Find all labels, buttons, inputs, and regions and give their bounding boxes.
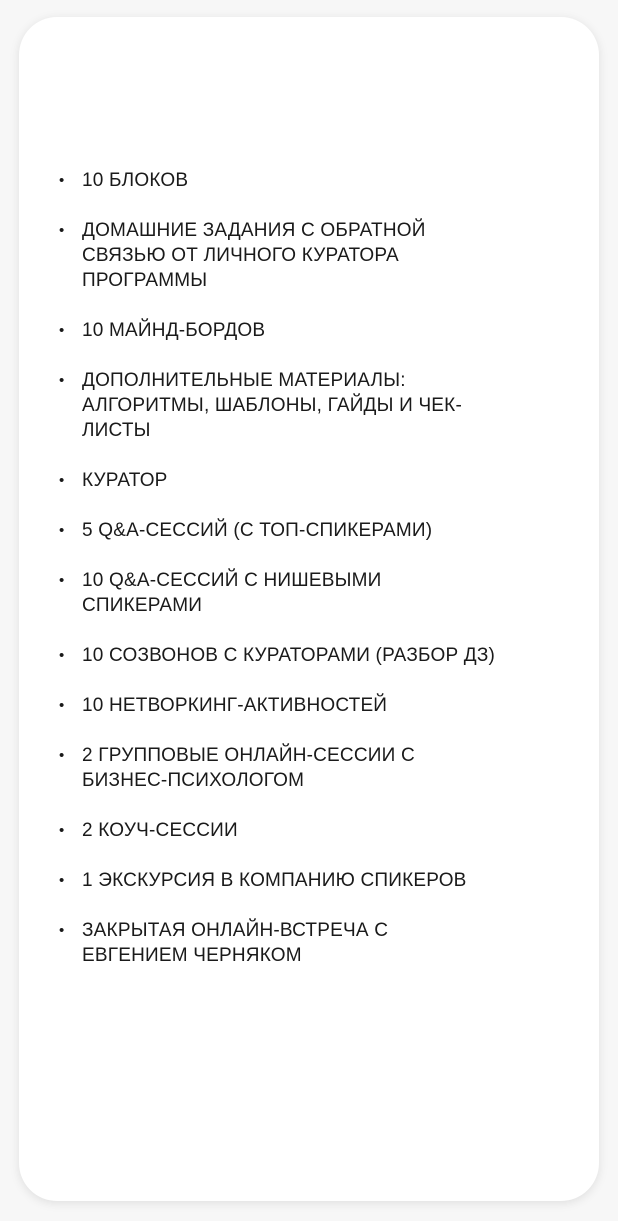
- list-item: [59, 468, 569, 493]
- features-list: [59, 168, 569, 993]
- bullet-icon: •: [59, 322, 65, 339]
- list-item: [59, 743, 569, 793]
- bullet-icon: •: [59, 872, 65, 889]
- bullet-icon: •: [59, 572, 65, 589]
- list-item: [59, 818, 569, 843]
- list-item: [59, 568, 569, 618]
- feature-text: ЗАКРЫТАЯ ОНЛАЙН-ВСТРЕЧА С ЕВГЕНИЕМ ЧЕРНЯКОМ: [82, 920, 389, 966]
- feature-text: 10 МАЙНД-БОРДОВ: [82, 320, 266, 341]
- list-item: [59, 643, 569, 668]
- feature-text: КУРАТОР: [82, 470, 168, 491]
- bullet-icon: •: [59, 172, 65, 189]
- list-item: [59, 868, 569, 893]
- feature-text: 10 НЕТВОРКИНГ-АКТИВНОСТЕЙ: [82, 695, 388, 716]
- bullet-icon: •: [59, 222, 65, 239]
- feature-text: 10 Q&A-СЕССИЙ С НИШЕВЫМИ СПИКЕРАМИ: [82, 570, 382, 616]
- bullet-icon: •: [59, 472, 65, 489]
- bullet-icon: •: [59, 697, 65, 714]
- features-card: [19, 17, 599, 1201]
- list-item: [59, 318, 569, 343]
- list-item: [59, 518, 569, 543]
- feature-text: 10 СОЗВОНОВ С КУРАТОРАМИ (РАЗБОР ДЗ): [82, 645, 496, 666]
- feature-text: 1 ЭКСКУРСИЯ В КОМПАНИЮ СПИКЕРОВ: [82, 870, 467, 891]
- bullet-icon: •: [59, 522, 65, 539]
- bullet-icon: •: [59, 922, 65, 939]
- bullet-icon: •: [59, 647, 65, 664]
- bullet-icon: •: [59, 822, 65, 839]
- list-item: [59, 168, 569, 193]
- list-item: [59, 218, 569, 293]
- list-item: [59, 693, 569, 718]
- bullet-icon: •: [59, 747, 65, 764]
- feature-text: 5 Q&A-СЕССИЙ (С ТОП-СПИКЕРАМИ): [82, 520, 433, 541]
- feature-text: ДОМАШНИЕ ЗАДАНИЯ С ОБРАТНОЙ СВЯЗЬЮ ОТ ЛИЧНОГО КУРАТОРА ПРОГРАММЫ: [82, 220, 426, 291]
- list-item: [59, 368, 569, 443]
- feature-text: 2 ГРУППОВЫЕ ОНЛАЙН-СЕССИИ С БИЗНЕС-ПСИХОЛОГОМ: [82, 745, 415, 791]
- feature-text: 10 БЛОКОВ: [82, 170, 189, 191]
- bullet-icon: •: [59, 372, 65, 389]
- feature-text: ДОПОЛНИТЕЛЬНЫЕ МАТЕРИАЛЫ: АЛГОРИТМЫ, ШАБЛОНЫ, ГАЙДЫ И ЧЕК- ЛИСТЫ: [82, 370, 462, 441]
- list-item: [59, 918, 569, 968]
- feature-text: 2 КОУЧ-СЕССИИ: [82, 820, 238, 841]
